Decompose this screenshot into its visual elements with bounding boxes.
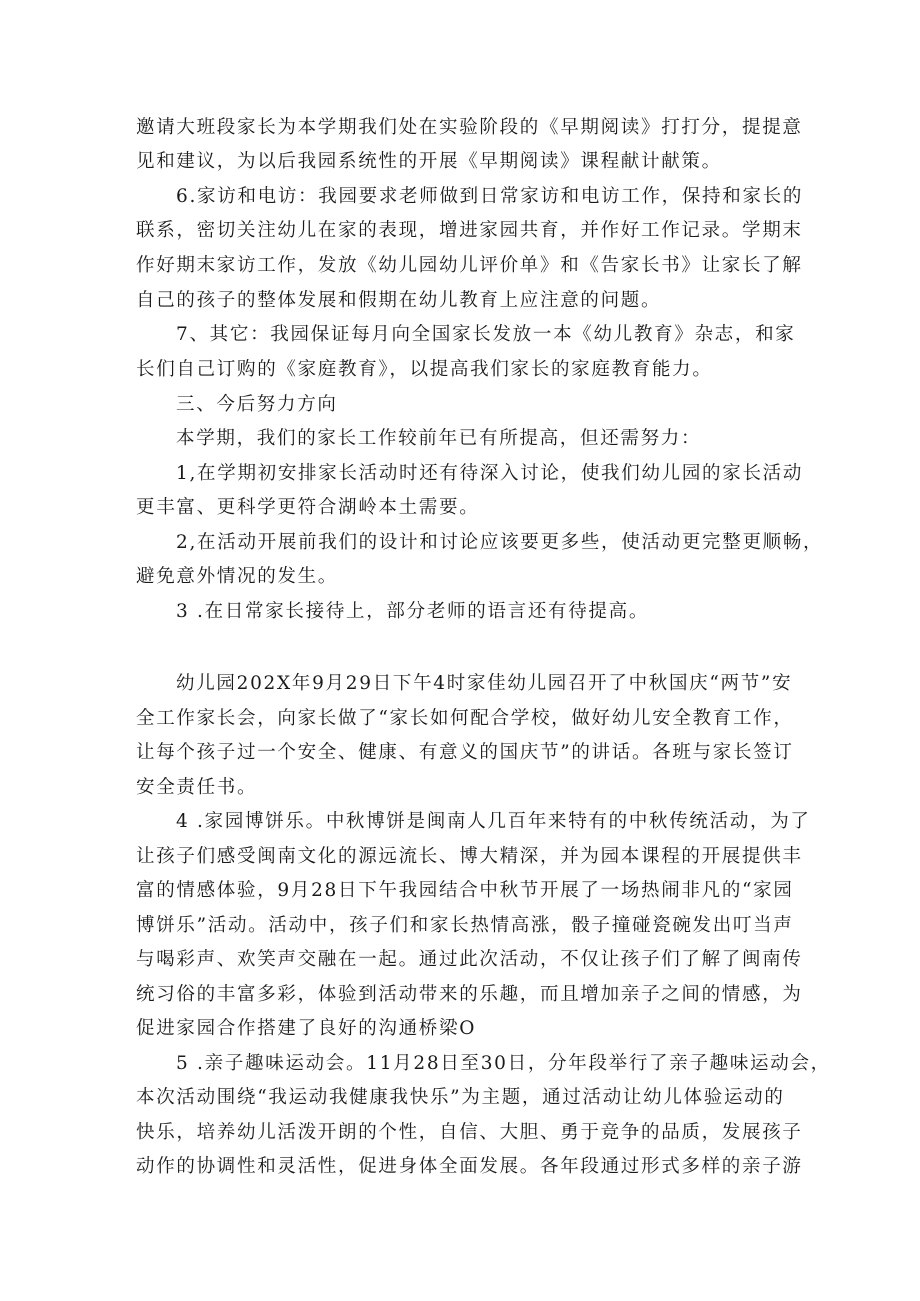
text-line: 自己的孩子的整体发展和假期在幼儿教育上应注意的问题。 — [136, 290, 662, 311]
text-line: 避免意外情况的发生。 — [136, 566, 339, 587]
section-heading: 三、今后努力方向 — [176, 394, 338, 415]
text-line: 让每个孩子过一个安全、健康、有意义的国庆节”的讲话。各班与家长签订 — [136, 742, 794, 763]
paragraph-first-line: 幼儿园202X年9月29日下午4时家佳幼儿园召开了中秋国庆“两节”安 — [176, 673, 793, 694]
paragraph-first-line: 5 .亲子趣味运动会。11月28日至30日，分年段举行了亲子趣味运动会， — [176, 1053, 831, 1074]
paragraph-first-line: 2,在活动开展前我们的设计和讨论应该要更多些，使活动更完整更顺畅， — [176, 532, 824, 553]
text-line: 促进家园合作搭建了良好的沟通桥梁O — [136, 1018, 477, 1039]
paragraph-first-line: 3 .在日常家长接待上，部分老师的语言还有待提高。 — [176, 601, 650, 622]
text-line: 邀请大班段家长为本学期我们处在实验阶段的《早期阅读》打打分，提提意 — [136, 117, 803, 138]
text-line: 见和建议，为以后我园系统性的开展《早期阅读》课程献计献策。 — [136, 151, 722, 172]
paragraph-first-line: 7、其它：我园保证每月向全国家长发放一本《幼儿教育》杂志，和家 — [176, 324, 796, 345]
text-line: 让孩子们感受闽南文化的源远流长、博大精深，并为园本课程的开展提供丰 — [136, 846, 803, 867]
text-line: 本次活动围绕“我运动我健康我快乐”为主题，通过活动让幼儿体验运动的 — [136, 1087, 785, 1108]
text-line: 与喝彩声、欢笑声交融在一起。通过此次活动，不仅让孩子们了解了闽南传 — [136, 949, 803, 970]
paragraph-first-line: 4 .家园博饼乐。中秋博饼是闽南人几百年来特有的中秋传统活动，为了 — [176, 811, 811, 832]
text-line: 安全责任书。 — [136, 777, 258, 798]
text-line: 长们自己订购的《家庭教育》，以提高我们家长的家庭教育能力。 — [136, 359, 713, 380]
text-line: 更丰富、更科学更符合湖岭本土需要。 — [136, 497, 480, 518]
text-line: 博饼乐”活动。活动中，孩子们和家长热情高涨，骰子撞碰瓷碗发出叮当声 — [136, 915, 794, 936]
paragraph-first-line: 6.家访和电访：我园要求老师做到日常家访和电访工作，保持和家长的 — [176, 186, 804, 207]
paragraph-first-line: 本学期，我们的家长工作较前年已有所提高，但还需努力： — [176, 428, 702, 449]
text-line: 统习俗的丰富多彩，体验到活动带来的乐趣，而且增加亲子之间的情感，为 — [136, 984, 803, 1005]
paragraph-first-line: 1,在学期初安排家长活动时还有待深入讨论，使我们幼儿园的家长活动 — [176, 463, 804, 484]
text-line: 富的情感体验，9月28日下午我园结合中秋节开展了一场热闹非凡的“家园 — [136, 880, 794, 901]
text-line: 作好期末家访工作，发放《幼儿园幼儿评价单》和《告家长书》让家长了解 — [136, 255, 803, 276]
text-line: 动作的协调性和灵活性，促进身体全面发展。各年段通过形式多样的亲子游 — [136, 1156, 803, 1177]
text-line: 全工作家长会，向家长做了“家长如何配合学校，做好幼儿安全教育工作， — [136, 708, 794, 729]
text-line: 联系，密切关注幼儿在家的表现，增进家园共育，并作好工作记录。学期末 — [136, 220, 803, 241]
text-line: 快乐，培养幼儿活泼开朗的个性，自信、大胆、勇于竞争的品质，发展孩子 — [136, 1122, 803, 1143]
